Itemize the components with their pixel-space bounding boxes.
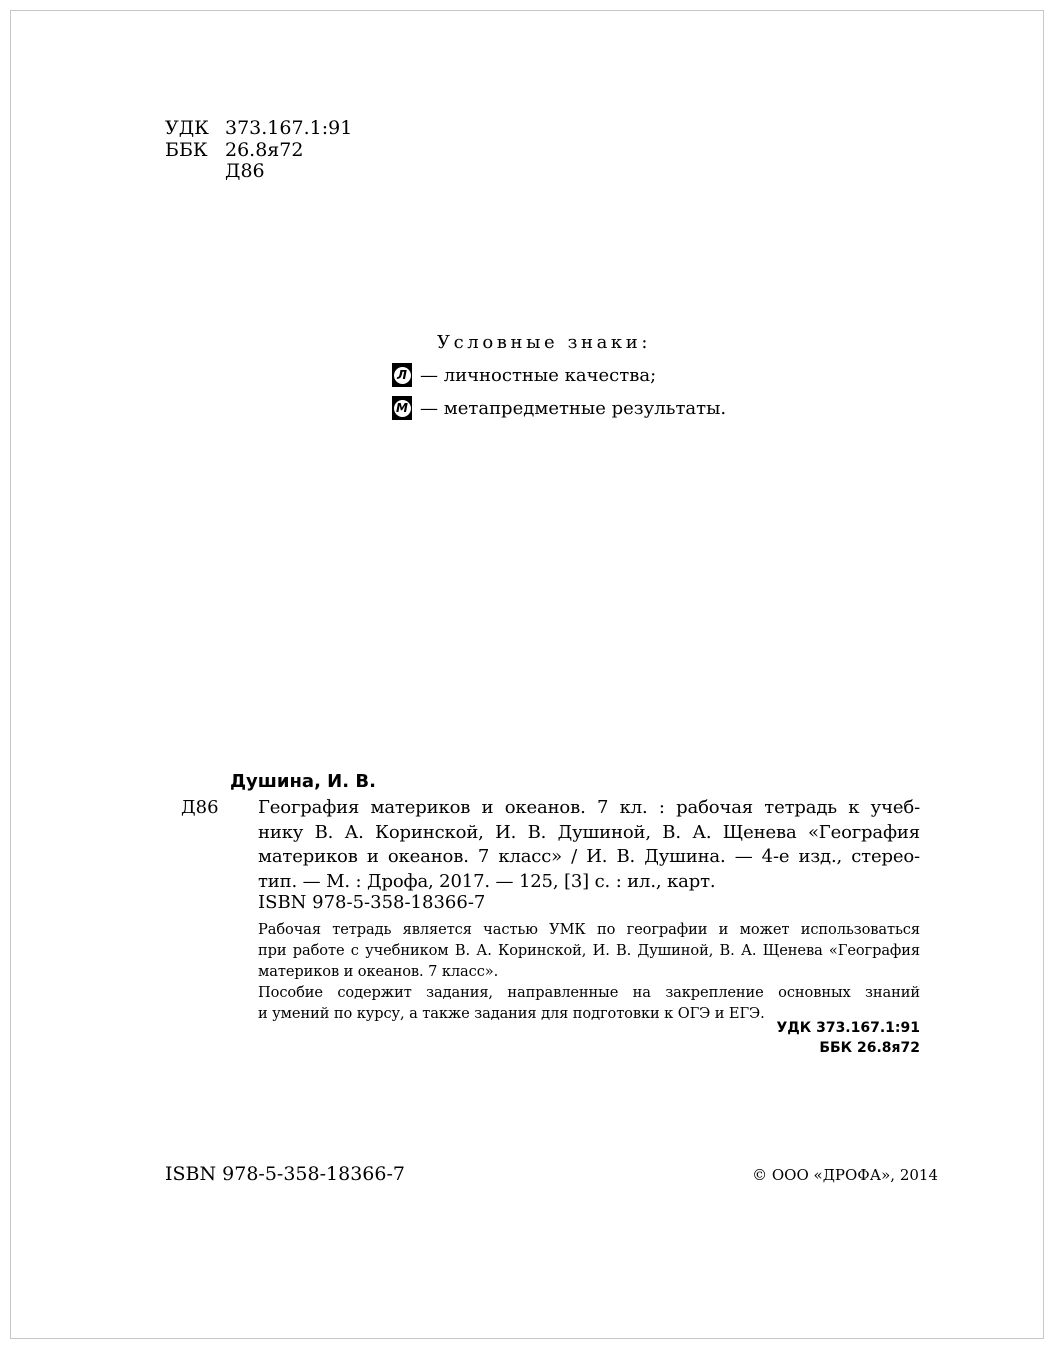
udk-value: 373.167.1:91	[225, 117, 353, 139]
legend-title: Условные знаки:	[437, 332, 652, 353]
description-line: тип. — М. : Дрофа, 2017. — 125, [3] с. : ил., карт.	[258, 870, 716, 892]
personal-qualities-icon: Л	[392, 363, 412, 387]
udk-line	[165, 118, 352, 139]
bbk-line	[165, 140, 303, 161]
annotation-line: Пособие содержит задания, направленные на закрепление основных знаний	[258, 984, 920, 1001]
card-udk: УДК 373.167.1:91	[776, 1020, 920, 1036]
annotation-line: материков и океанов. 7 класс».	[258, 963, 499, 980]
annotation-line: Рабочая тетрадь является частью УМК по географии и может использоваться	[258, 921, 920, 938]
description-line: нику В. А. Коринской, И. В. Душиной, В. А. Щенева «География	[258, 821, 920, 843]
card-bbk: ББК 26.8я72	[819, 1040, 920, 1056]
legend-item-personal	[392, 363, 656, 387]
legend-item-metasubject-text: — метапредметные результаты.	[420, 397, 727, 419]
card-description	[258, 796, 920, 894]
annotation-line: при работе с учебником В. А. Коринской, И. В. Душиной, В. А. Щенева «География	[258, 942, 920, 959]
page-frame	[10, 10, 1044, 1339]
footer-isbn: ISBN 978-5-358-18366-7	[165, 1163, 405, 1185]
card-codes	[777, 1018, 921, 1058]
udk-label: УДК	[165, 117, 209, 139]
card-isbn: ISBN 978-5-358-18366-7	[258, 892, 486, 913]
card-author-mark: Д86	[181, 797, 219, 818]
legend-item-personal-text: — личностные качества;	[420, 364, 657, 386]
copyright: © ООО «ДРОФА», 2014	[752, 1166, 938, 1184]
description-line: География материков и океанов. 7 кл. : рабочая тетрадь к учеб-	[258, 797, 920, 818]
author-mark-top: Д86	[225, 160, 265, 182]
bbk-value: 26.8я72	[225, 139, 304, 161]
description-line: материков и океанов. 7 класс» / И. В. Душина. — 4-е изд., стерео-	[258, 846, 920, 867]
legend-item-metasubject	[392, 396, 726, 420]
card-author: Душина, И. В.	[230, 771, 376, 792]
bbk-label: ББК	[165, 139, 208, 161]
metasubject-results-icon: М	[392, 396, 412, 420]
annotation-line: и умений по курсу, а также задания для подготовки к ОГЭ и ЕГЭ.	[258, 1005, 765, 1022]
card-annotation	[258, 919, 920, 1024]
